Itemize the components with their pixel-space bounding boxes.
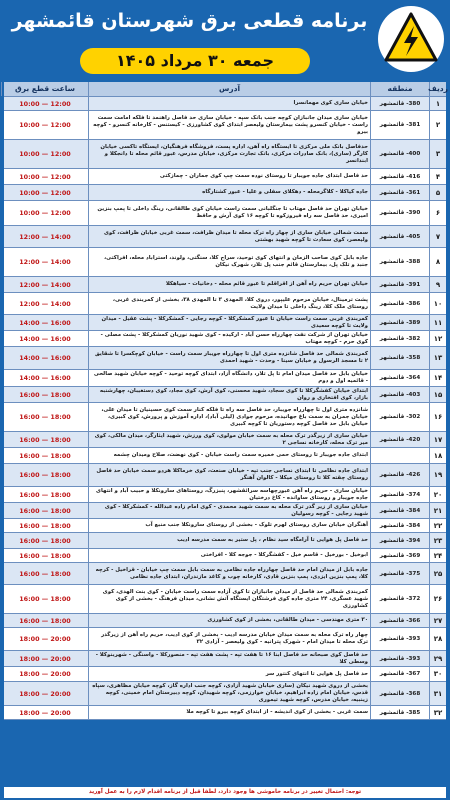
table-row [4,682,446,706]
row-time: 16:00 — 18:00 [19,551,71,560]
row-number: ۱۵ [429,387,446,402]
table-row [4,315,446,331]
row-number: ۱ [429,97,446,110]
row-area: 364- قائمشهر [370,370,429,386]
row-area: 426- قائمشهر [370,464,429,486]
row-time: 16:00 — 18:00 [19,471,71,479]
row-number: ۱۱ [429,315,446,330]
row-number: ۳۲ [429,706,446,719]
table-row [4,226,446,248]
row-address: آهنگران خیابان ساری روستای لهرم تلوک - بخشی از روستای سارونکلا جنب منبع آب [88,519,370,532]
row-time: 14:00 — 16:00 [19,334,71,343]
row-address: جاده بابل کوی صاحب الزمان و انتهای کوی توحید، سراج کلا، سنگتی، ولوند، استراباد محله، افراکتی، جنبد و تلک پل، بیمارستان قائم جنب پل تلار، شهرک نیکان [88,248,370,276]
row-area: 393- قائمشهر [370,651,429,666]
row-area: 366- قائمشهر [370,614,429,627]
row-area: 390- قائمشهر [370,201,429,225]
table-row [4,387,446,403]
row-time: 14:00 — 16:00 [19,318,71,327]
row-time: 16:00 — 18:00 [19,451,71,460]
table-row [4,563,446,585]
row-time: 16:00 — 18:00 [19,435,71,444]
row-number: ۲۳ [429,533,446,548]
row-address: کمربندی غربی سمت راست خیابان تا عبور کمشکرکلا - کوچه رجایی - کمشکرکلا - پشت عقیل - میدان ولایت تا کوچه سعیدی [88,315,370,330]
row-time: 16:00 — 18:00 [19,490,71,499]
table-row [4,331,446,347]
row-address: خیابان ساری از زیرگذر ترک محله به سمت خیابان مولوی، کوی ورزش، شهید ایثارگر، میدان مالکی، کوی میر ترک محله، کارخانه نساجی ۲ [88,432,370,447]
row-address: کمربندی شمالی حد فاصل شانزده متری اول تا چهارراه جویبار سمت راست - خیابان کوچکسرا تا شقایق ۲ تا مسجد الرسول و خیابان سینا - وحدت - شهید احمدی [88,347,370,369]
row-address: حدفاصل بانک ملی مرکزی تا ایستگاه راه آهن، اداره پست، فروشگاه فرهنگیان، ایستگاه تاکسی خیابان کارگر (ساری)، بانک صادرات مرکزی، بانک تجارت مرکزی، خیابان مدرس، عبور قائم محله تا دانجکلا و ابندانسر [88,140,370,168]
table-row [4,503,446,519]
row-number: ۲۱ [429,503,446,518]
row-time: 14:00 — 16:00 [19,374,71,382]
row-area: 380- قائمشهر [370,97,429,110]
row-number: ۶ [429,201,446,225]
row-area: 391- قائمشهر [370,277,429,292]
row-area [370,448,429,463]
row-number: ۲۷ [429,614,446,627]
row-address: چهار راه ترک محله به سمت میدان خیابان مدرسه ادیب - بخشی از کوی ادیب، حریم راه آهن از زیرگذر ترک محله تا میدان امام - شهرک پترانیه - کوی ولیعصر - آزادی ۳۲ [88,628,370,650]
row-number: ۱۹ [429,464,446,486]
row-address: ابتدای خیابان کفشگرکلا تا کوی سجاد، شهید محسنی، کوی آرش، کوی مجاد، کوی دستغیبان، چهارشنبه بازار، کوی افتخاری و روان [88,387,370,402]
table-row [4,432,446,448]
row-address: حد فاصل پل هوایی تا آرامگاه سید نظام ، پل ستیر به سمت مدرسه ادیب [88,533,370,548]
row-address: جاده کیاکلا - کلاگرمحله - دهکلای سفلی و علیا - عبور کشتارگاه [88,185,370,200]
row-area: 389- قائمشهر [370,315,429,330]
row-address: حد فاصل کوی صبحانه حد فاصل ابنا ۱۶ تا هفت تپه - پشت هفت تپه - منصورکلا - واسنگی - شهربنوکلا - وسطی کلا [88,651,370,666]
date-badge: جمعه ۳۰ مرداد ۱۴۰۵ [80,48,310,74]
table-row [4,97,446,111]
row-area: 393- قائمشهر [370,628,429,650]
table-row [4,651,446,667]
row-address: جاده بابل از میدان امام حد فاصل چهارراه جاده نظامی به سمت بابل سمت چپ خیابان - قراخیل - کرچه کلا، پمپ بنزین ایزدی، پمپ بنزین قادی، کارخانه چوب و کاغذ مازندران، ابتدای جاده نظامی [88,563,370,584]
row-area: 358- قائمشهر [370,347,429,369]
row-address: خیابان تهران حریم راه آهن از اقراقلم تا عبور قائم محله - دخانیات - سیاهکلا [88,277,370,292]
row-area: 416- قائمشهر [370,169,429,184]
row-number: ۲۹ [429,651,446,666]
row-number: ۱۲ [429,331,446,346]
row-time: 14:00 — 16:00 [19,354,71,362]
row-area: 384- قائمشهر [370,519,429,532]
table-row [4,293,446,315]
row-number: ۲۸ [429,628,446,650]
row-number: ۳۰ [429,667,446,681]
table-row [4,585,446,614]
row-number: ۲۰ [429,487,446,502]
row-time: 16:00 — 18:00 [19,616,71,625]
row-area: 384- قائمشهر [370,503,429,518]
row-number: ۱۸ [429,448,446,463]
row-time: 16:00 — 18:00 [19,595,71,603]
row-area: 372- قائمشهر [370,585,429,613]
row-area: 375- قائمشهر [370,563,429,584]
row-area: 382- قائمشهر [370,331,429,346]
row-number: ۸ [429,248,446,276]
row-time: 10:00 — 12:00 [19,99,71,108]
row-time: 16:00 — 18:00 [19,536,71,545]
table-row [4,248,446,277]
row-time: 18:00 — 20:00 [19,635,71,643]
table-row [4,667,446,682]
row-area: 367- قائمشهر [370,667,429,681]
row-number: ۱۳ [429,347,446,369]
table-row [4,549,446,563]
table-row [4,201,446,226]
row-area: 405- قائمشهر [370,226,429,247]
row-address: ابوخیل - بورخیل - قاسم خیل - کفشگرکلا - جوجه کلا - افراختی [88,549,370,562]
row-area: 420- قائمشهر [370,432,429,447]
lightning-icon [378,6,444,72]
table-row [4,533,446,549]
outage-table [4,82,446,720]
row-area: 369- قائمشهر [370,549,429,562]
row-address: بخشی از دروی شهید نیکان (ساری خیابان شهید آزادی، کوچه جنب اداره گاز، کوچه خیابان مظاهری، سپاه قدس، خیابان امام زاده ابراهیم، خیابان خوارزمی، کوچه شهیدان، کوچه دبیرستان امام خمینی، کوچه زینبیه، خیابان مدرس، کوچه شهید تیموری [88,682,370,705]
row-time: 10:00 — 12:00 [19,150,71,158]
table-row [4,403,446,432]
row-address: کمربندی شمالی حد فاصل از میدان جانبازان تا کوی آزاده سمت راست خیابان - کوی بنت الهدی، کوی شهید عسگری، ۲۴ متری جاده کوی فرشتگان ایستگاه آتش نشانی، میدان فرهنگ - بخشی از کوی کشاورزی [88,585,370,613]
table-header [4,82,446,97]
table-row [4,464,446,487]
row-number: ۱۴ [429,370,446,386]
row-time: 16:00 — 18:00 [19,569,71,578]
row-number: ۲۲ [429,519,446,532]
row-address: خیابان ساری میدان جانبازان کوچه جنب بانک سپه - خیابان ساری حد فاصل راهنمد تا فلکه امامت سمت راست - خیابان کنسرو پشت بیمارستان ولیعصر ابتدای کوی کشاورزی - کیستنس - کارخانه کنسرو - کوچه بیرو [88,111,370,139]
row-time: 16:00 — 18:00 [19,413,71,421]
row-area: 381- قائمشهر [370,111,429,139]
table-row [4,140,446,169]
row-time: 18:00 — 20:00 [19,689,71,698]
row-number: ۲ [429,111,446,139]
row-number: ۷ [429,226,446,247]
row-number: ۵ [429,185,446,200]
table-row [4,519,446,533]
row-area: 400- قائمشهر [370,140,429,168]
row-number: ۲۵ [429,563,446,584]
row-area: 302- قائمشهر [370,403,429,431]
row-number: ۹ [429,277,446,292]
row-time: 12:00 — 14:00 [19,280,71,289]
row-time: 10:00 — 12:00 [19,121,71,129]
row-address: حد فاصل پل هوایی تا انتهای کنتور سر [88,667,370,681]
col-num-header: ردیف [429,82,446,96]
row-area: 361- قائمشهر [370,185,429,200]
row-time: 16:00 — 18:00 [19,390,71,399]
row-time: 18:00 — 20:00 [19,654,71,663]
row-time: 12:00 — 14:00 [19,299,71,308]
table-row [4,448,446,464]
table-row [4,277,446,293]
row-address: ۳۰ متری مهندسی - میدان طالقانی، بخشی از کوی کشاورزی [88,614,370,627]
row-number: ۳ [429,140,446,168]
row-address: سمت غربی - بخشی از کوی اندیشه - از ابتدای کوچه بیرو تا کوچه ملا [88,706,370,719]
table-row [4,169,446,185]
page-title: برنامه قطعی برق شهرستان قائمشهر [11,10,368,32]
row-time: 12:00 — 14:00 [19,258,71,266]
row-address: ابتدای جاده جویبار تا روستای حمی خمیره سمت راست خیابان - کوی نهضت، صلاح ومیدان چشمه [88,448,370,463]
row-area: 394- قائمشهر [370,533,429,548]
row-time: 10:00 — 12:00 [19,209,71,217]
col-time-header: ساعت قطع برق [1,82,88,96]
row-address: خیابان ساری از زیر گذر ترک محله به سمت شهید محمدی - کوی امام زاده عبدالله - کمشکرکلا - کوی شهید رجایی - کوچه رسولیان [88,503,370,518]
table-row [4,487,446,503]
row-number: ۳۱ [429,682,446,705]
row-area: 386- قائمشهر [370,293,429,314]
row-time: 16:00 — 18:00 [19,521,71,530]
table-row [4,706,446,720]
row-address: پشت ترمینال، خیابان مرحوم علیپور، دروی کلا، المهدی ۳ تا المهدی ۳۸، بخشی از کمربندی غربی، روستای ملک کلا، رینگ داخلی تا میدان ولایت [88,293,370,314]
row-address: خیابان ساری کوی مهمانسرا [88,97,370,110]
row-number: ۱۶ [429,403,446,431]
row-address: خیابان تهران حد فاصل مهتاب تا جنگلبانی سمت راست خیابان کوی طالقانی، رینگ داخلی تا پمپ بنزین امیری، حد فاصل سه راه فیروزکوه تا کوچه ۱۶ کوی آرش و حافظ [88,201,370,225]
table-row [4,370,446,387]
row-address: خیابان تهران از شرکت نفت چهارراه حسن آباد - ارکیده - کوی شهید نوریان کمشکرکلا - پشت مصلی - کوی حرم - کوچه مهتاب [88,331,370,346]
row-time: 10:00 — 12:00 [19,188,71,197]
row-address: خیابان بابل حد فاصل میدان امام تا پل تلار، دانشگاه آزاد، ابتدای کوچه توحید - کوچه خیابان شهید صالحی - قائمیه اول و دوم [88,370,370,386]
row-area: 403- قائمشهر [370,387,429,402]
table-row [4,628,446,651]
row-area: 385- قائمشهر [370,706,429,719]
row-number: ۱۷ [429,432,446,447]
row-time: 18:00 — 20:00 [19,670,71,678]
row-number: ۲۴ [429,549,446,562]
row-address: ابتدای جاده نظامی تا ابتدای نساجی جنب تپه - خیابان صنعت، کوی خرماکلا هردو سمت خیابان حد فاصل روستای چقته کلا تا روستای میکلا - کالوان آهنگر [88,464,370,486]
table-row [4,614,446,628]
row-time: 16:00 — 18:00 [19,506,71,515]
row-number: ۲۶ [429,585,446,613]
row-time: 18:00 — 20:00 [19,708,71,717]
row-number: ۴ [429,169,446,184]
footer-note: توجه: احتمال تغییر در برنامه خاموشی ها وجود دارد، لطفا قبل از برنامه اقدام لازم را به عمل آورید [4,787,446,798]
table-row [4,185,446,201]
row-address: سمت شمالی خیابان ساری از چهار راه ترک محله تا میدان ظرافت، سمت غربی خیابان ظرافت، کوی ولیعصر، کوی سعادت تا کوچه شهید بهشتی [88,226,370,247]
row-number: ۱۰ [429,293,446,314]
table-body [4,97,446,720]
row-time: 12:00 — 14:00 [19,232,71,241]
row-area: 374- قائمشهر [370,487,429,502]
row-address: شانزده متری اول تا چهارراه جویبار، حد فاصل سه راه تا فلکه کنار سمت کوی حسینیان تا میدان علی، خیابان جمران به سمت باغ جهانیده، مرحوم جوادی (لیلی آباد)، اداره آموزش و پرورش، کوی کبیری، خیابان بابل حد فاصل کوچه دستوریان تا کوچه کبیری [88,403,370,431]
row-area: 368- قائمشهر [370,682,429,705]
table-row [4,347,446,370]
table-row [4,111,446,140]
col-area-header: منطقه [370,82,429,96]
header-bar [0,0,450,82]
row-address: خیابان ساری - حریم راه آهن عبورچهاسه سرائقشهر، پنبزرگ، روستاهای سارونکلا و حبیب آباد و انتهای جاده جویبار و روستای ساوانده - کاخ درختیان [88,487,370,502]
row-area: 388- قائمشهر [370,248,429,276]
row-time: 10:00 — 12:00 [19,172,71,181]
col-address-header: آدرس [88,82,370,96]
row-address: حد فاصل ابتدای جاده جویبار تا روستای نوده سمت چپ کوی جماران - چمازکتی [88,169,370,184]
logo-badge [378,6,444,72]
